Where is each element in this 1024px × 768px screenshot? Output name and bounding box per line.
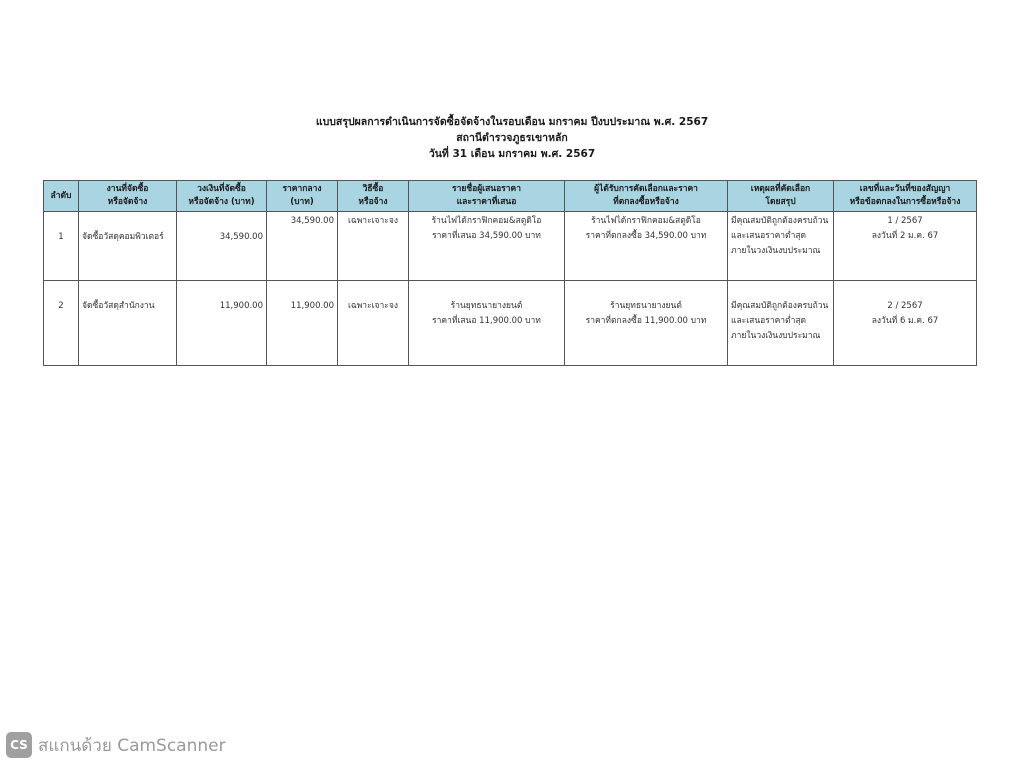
cell-budget: 11,900.00 [177,281,267,366]
cell-median-price: 11,900.00 [267,281,338,366]
cell-bidder: ร้านไฟได้กราฟิกคอม&สตูดิโอ ราคาที่เสนอ 34,590.00 บาท [409,212,565,281]
camscanner-watermark [6,731,226,759]
col-header-contract: เลขที่และวันที่ของสัญญา หรือข้อตกลงในการซื้อหรือจ้าง [834,181,977,212]
cell-reason: มีคุณสมบัติถูกต้องครบถ้วน และเสนอราคาต่ำสุด ภายในวงเงินงบประมาณ [728,281,834,366]
watermark-text: สแกนด้วย CamScanner [38,735,226,756]
cell-budget: 34,590.00 [177,212,267,281]
col-header-method: วิธีซื้อ หรือจ้าง [338,181,409,212]
report-title: แบบสรุปผลการดำเนินการจัดซื้อจัดจ้างในรอบเดือน มกราคม ปีงบประมาณ พ.ศ. 2567 [315,116,709,128]
table-row [44,212,977,281]
col-header-no: ลำดับ [44,181,79,212]
cell-method: เฉพาะเจาะจง [338,212,409,281]
document-header [0,114,1024,162]
cell-median-price: 34,590.00 [267,212,338,281]
col-header-bidders: รายชื่อผู้เสนอราคา และราคาที่เสนอ [409,181,565,212]
cell-winner: ร้านยุทธนายางยนต์ ราคาที่ตกลงซื้อ 11,900.00 บาท [565,281,728,366]
col-header-winner: ผู้ได้รับการคัดเลือกและราคา ที่ตกลงซื้อหรือจ้าง [565,181,728,212]
cell-no: 1 [44,212,79,281]
cell-reason: มีคุณสมบัติถูกต้องครบถ้วน และเสนอราคาต่ำสุด ภายในวงเงินงบประมาณ [728,212,834,281]
cell-method: เฉพาะเจาะจง [338,281,409,366]
cell-item: จัดซื้อวัสดุสำนักงาน [79,281,177,366]
col-header-budget: วงเงินที่จัดซื้อ หรือจัดจ้าง (บาท) [177,181,267,212]
cell-item: จัดซื้อวัสดุคอมพิวเตอร์ [79,212,177,281]
col-header-item: งานที่จัดซื้อ หรือจัดจ้าง [79,181,177,212]
camscanner-logo-icon: CS [6,732,32,758]
report-date: วันที่ 31 เดือน มกราคม พ.ศ. 2567 [428,148,596,160]
col-header-median-price: ราคากลาง (บาท) [267,181,338,212]
station-name: สถานีตำรวจภูธรเขาหลัก [456,132,568,144]
cell-contract: 2 / 2567 ลงวันที่ 6 ม.ค. 67 [834,281,977,366]
cell-contract: 1 / 2567 ลงวันที่ 2 ม.ค. 67 [834,212,977,281]
table-row [44,281,977,366]
table-header-row [44,181,977,212]
cell-bidder: ร้านยุทธนายางยนต์ ราคาที่เสนอ 11,900.00 บาท [409,281,565,366]
procurement-table [43,180,977,366]
col-header-reason: เหตุผลที่คัดเลือก โดยสรุป [728,181,834,212]
cell-no: 2 [44,281,79,366]
cell-winner: ร้านไฟได้กราฟิกคอม&สตูดิโอ ราคาที่ตกลงซื้อ 34,590.00 บาท [565,212,728,281]
